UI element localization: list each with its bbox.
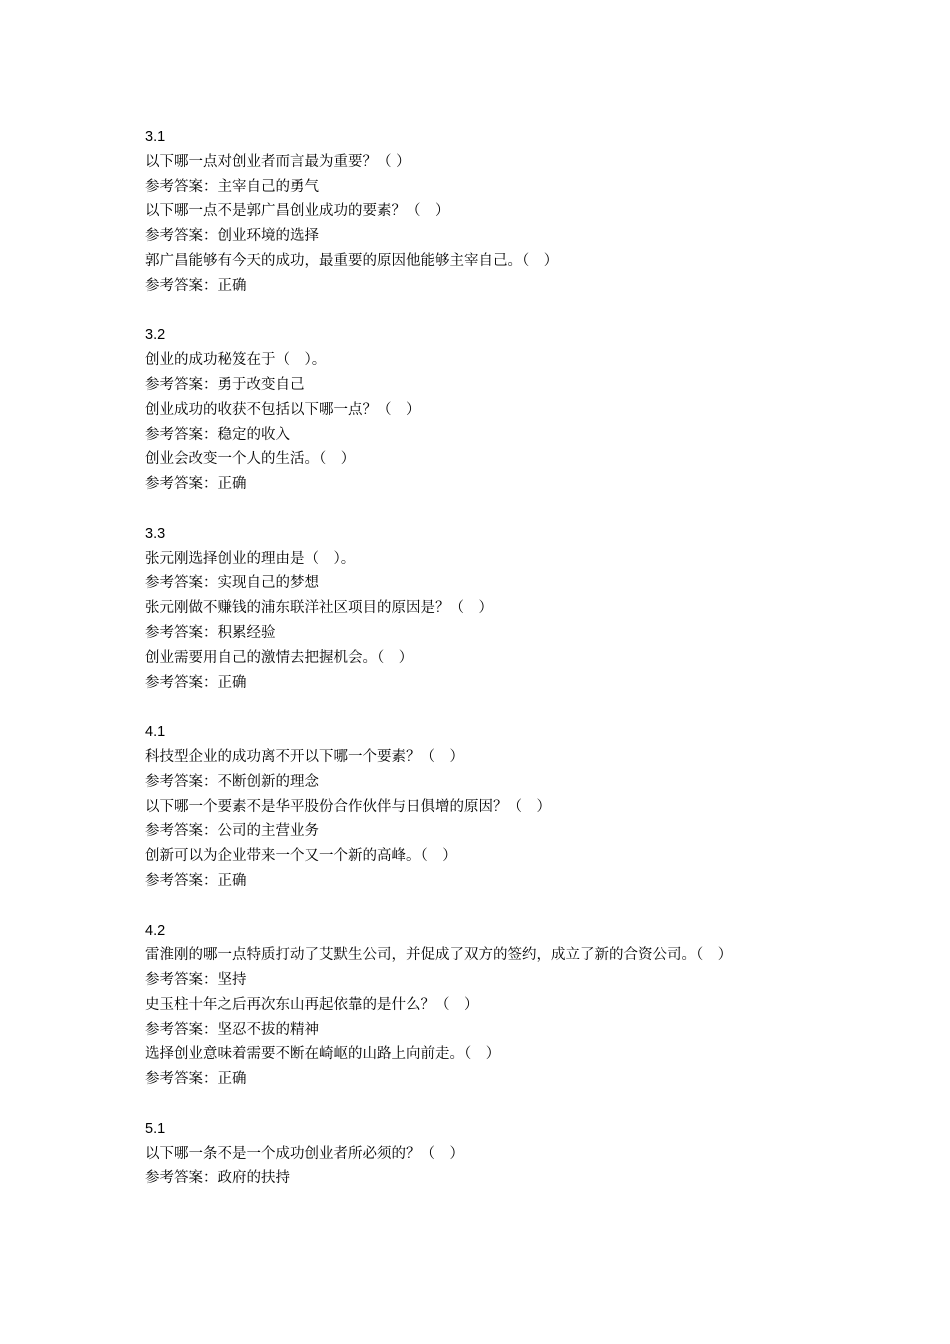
- section-heading: 3.2: [145, 327, 166, 344]
- question-text: 创业成功的收获不包括以下哪一点？（ ）: [145, 401, 421, 418]
- question-text: 选择创业意味着需要不断在崎岖的山路上向前走。（ ）: [145, 1046, 501, 1063]
- question-text: 以下哪一点对创业者而言最为重要？（ ）: [145, 153, 411, 170]
- question-text: 创业的成功秘笈在于（ ）。: [145, 352, 327, 369]
- section: [145, 1117, 815, 1191]
- answer-text: 参考答案：正确: [145, 277, 247, 294]
- answer-text: 参考答案：正确: [145, 1071, 247, 1088]
- question-text: 以下哪一点不是郭广昌创业成功的要素？（ ）: [145, 203, 450, 220]
- section: [145, 919, 815, 1093]
- answer-text: 参考答案：公司的主营业务: [145, 823, 319, 840]
- section: [145, 522, 815, 696]
- section-heading: 3.1: [145, 129, 166, 145]
- answer-text: 参考答案：稳定的收入: [145, 426, 290, 443]
- section-heading: 3.3: [145, 525, 166, 542]
- section-heading: 5.1: [145, 1120, 166, 1137]
- question-text: 创业会改变一个人的生活。（ ）: [145, 451, 356, 468]
- question-text: 科技型企业的成功离不开以下哪一个要素？（ ）: [145, 748, 464, 765]
- question-text: 史玉柱十年之后再次东山再起依靠的是什么？（ ）: [145, 996, 479, 1013]
- answer-text: 参考答案：创业环境的选择: [145, 228, 319, 245]
- answer-text: 参考答案：不断创新的理念: [145, 773, 319, 790]
- section: [145, 323, 815, 497]
- answer-text: 参考答案：主宰自己的勇气: [145, 178, 319, 195]
- question-text: 以下哪一个要素不是华平股份合作伙伴与日俱增的原因？（ ）: [145, 798, 551, 815]
- section: [145, 125, 815, 299]
- question-text: 张元刚选择创业的理由是（ ）。: [145, 550, 356, 567]
- answer-text: 参考答案：积累经验: [145, 624, 276, 641]
- question-text: 张元刚做不赚钱的浦东联洋社区项目的原因是？（ ）: [145, 600, 493, 617]
- answer-text: 参考答案：正确: [145, 674, 247, 691]
- answer-text: 参考答案：政府的扶持: [145, 1170, 290, 1187]
- answer-text: 参考答案：勇于改变自己: [145, 376, 305, 393]
- document-body: [145, 125, 815, 1216]
- question-text: 郭广昌能够有今天的成功，最重要的原因他能够主宰自己。（ ）: [145, 252, 559, 269]
- section-heading: 4.2: [145, 922, 166, 939]
- question-text: 以下哪一条不是一个成功创业者所必须的？（ ）: [145, 1145, 464, 1162]
- answer-text: 参考答案：坚忍不拔的精神: [145, 1021, 319, 1038]
- question-text: 创业需要用自己的激情去把握机会。（ ）: [145, 649, 414, 666]
- answer-text: 参考答案：正确: [145, 872, 247, 889]
- answer-text: 参考答案：实现自己的梦想: [145, 575, 319, 592]
- question-text: 创新可以为企业带来一个又一个新的高峰。（ ）: [145, 848, 457, 865]
- question-text: 雷淮刚的哪一点特质打动了艾默生公司，并促成了双方的签约，成立了新的合资公司。（ ）: [145, 947, 733, 964]
- section-heading: 4.1: [145, 724, 166, 741]
- answer-text: 参考答案：坚持: [145, 972, 247, 989]
- answer-text: 参考答案：正确: [145, 476, 247, 493]
- section: [145, 720, 815, 894]
